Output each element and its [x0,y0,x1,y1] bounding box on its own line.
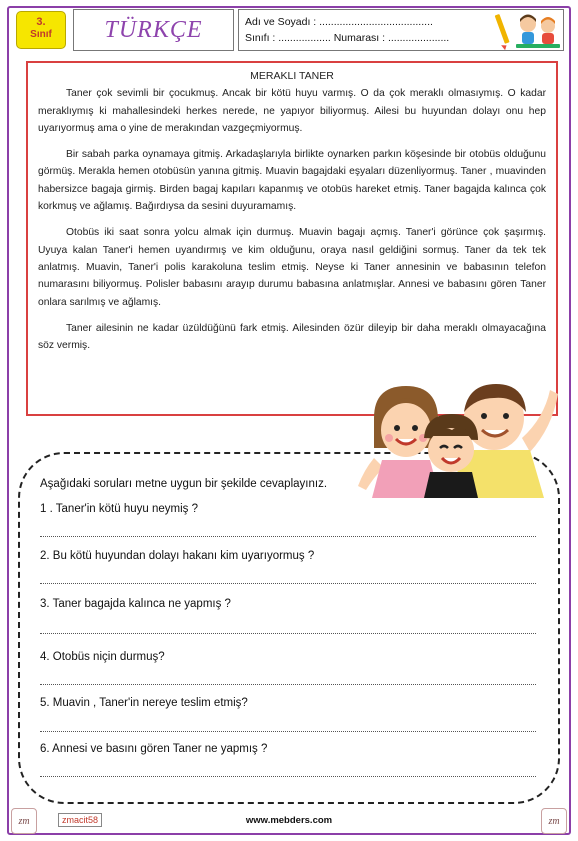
name-field[interactable]: Adı ve Soyadı : ....................................... [245,16,433,28]
website-link[interactable]: www.mebders.com [245,815,333,826]
kids-with-pencil-icon [492,10,562,50]
family-illustration [344,378,562,498]
story-paragraph-1: Taner çok sevimli bir çocukmuş. Ancak bir kötü huyu varmış. O da çok meraklı olmasıymış. O kadar meraklıymış ki mahallesindeki herkes nerede, ne yapıyor biliyormuş. Ailesi bu huyundan dolayı onu hep uyarıyormuş ama o yine de merakından vazgeçmiyormuş. [38,88,546,134]
answer-line-6[interactable] [40,776,536,777]
grade-label: Sınıf [30,29,52,40]
story-paragraph-2: Bir sabah parka oynamaya gitmiş. Arkadaşlarıyla birlikte oynarken parkın köşesinde bir otobüs olduğunu görmüş. Merakla hemen otobüsün yanına gitmiş. Muavin bagajdaki eşyaları düzenliyormuş. Taner , muavinden habersizce bagaja girmiş. Birden bagaj kapıları kapanmış ve otobüs hareket etmiş. Taner bagajda kalınca çok korkmuş ve ağlamış. Bağırdıysa da sesini duyuramamış. [38,149,546,213]
story-paragraph-3: Otobüs iki saat sonra yolcu almak için durmuş. Muavin bagajı açmış. Taner'i görünce çok şaşırmış. Uyuya kalan Taner'i hemen uyandırmış ve kim olduğunu, oraya nasıl geldiğini sormuş. Taner da tek tek anlatmış. Muavin, Taner'i polis karakoluna teslim etmiş. Neyse ki Taner annesinin ve babasının telefon numarasını biliyormuş. Polisler babasını arayıp durumu babasına anlatmışlar. Annesi ve babasını gören Taner onlara sarılmış ve ağlamış. [38,227,546,308]
question-5: 5. Muavin , Taner'in nereye teslim etmiş? [40,697,248,709]
story-box [26,61,558,416]
answer-line-4[interactable] [40,684,536,685]
zm-logo-right: zm [541,808,567,834]
question-3: 3. Taner bagajda kalınca ne yapmış ? [40,598,231,610]
class-number-field[interactable]: Sınıfı : .................. Numarası : ..................... [245,32,450,44]
answer-line-1[interactable] [40,536,536,537]
story-title: MERAKLI TANER [250,70,334,82]
question-6: 6. Annesi ve basını gören Taner ne yapmış ? [40,743,268,755]
grade-number: 3. [36,16,46,28]
answer-line-5[interactable] [40,731,536,732]
answer-line-3[interactable] [40,633,536,634]
question-4: 4. Otobüs niçin durmuş? [40,651,165,663]
answer-line-2[interactable] [40,583,536,584]
story-paragraph-4: Taner ailesinin ne kadar üzüldüğünü fark etmiş. Ailesinden özür dileyip bir daha meraklı olmayacağına söz vermiş. [38,322,546,352]
questions-instruction: Aşağıdaki soruları metne uygun bir şekilde cevaplayınız. [40,478,328,490]
subject-title-box [73,9,234,51]
grade-badge [16,11,66,49]
subject-title: TÜRKÇE [104,16,203,43]
zm-logo-left: zm [11,808,37,834]
author-tag: zmacit58 [58,813,102,827]
question-1: 1 . Taner'in kötü huyu neymiş ? [40,503,198,515]
question-2: 2. Bu kötü huyundan dolayı hakanı kim uyarıyormuş ? [40,550,315,562]
